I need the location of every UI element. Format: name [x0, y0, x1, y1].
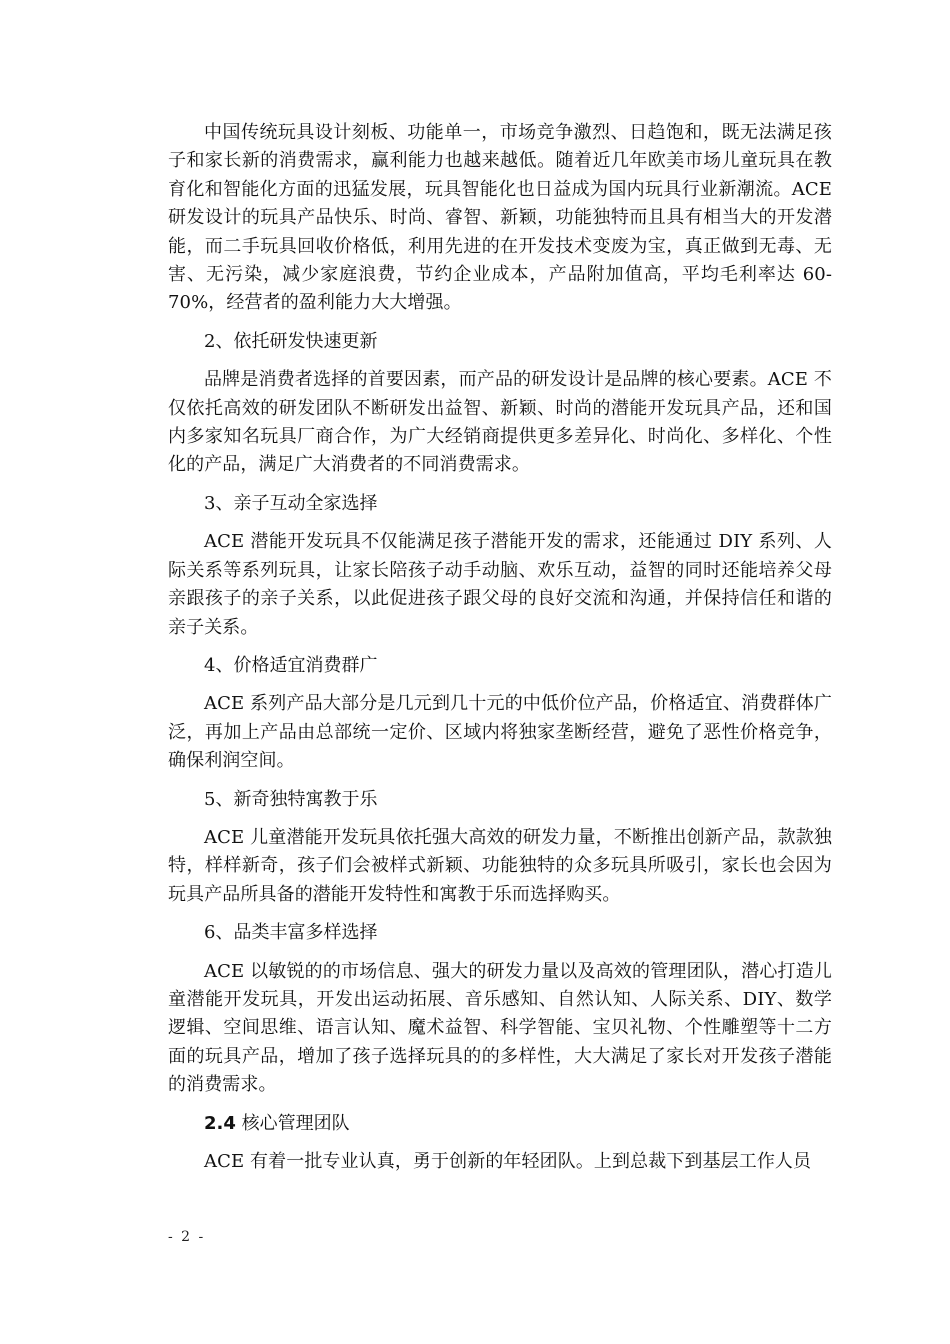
section-title: 核心管理团队 — [241, 1112, 350, 1134]
paragraph-item-6: ACE 以敏锐的的市场信息、强大的研发力量以及高效的管理团队，潜心打造儿童潜能开发玩具，开发出运动拓展、音乐感知、自然认知、人际关系、DIY、数学逻辑、空间思维、语言认知、魔术益智、科学智能、宝贝礼物、个性雕塑等十二方面的玩具产品，增加了孩子选择玩具的的多样性，大大满足了家长对开发孩子潜能的消费需求。 — [168, 960, 832, 1096]
paragraph-item-4: ACE 系列产品大部分是几元到几十元的中低价位产品，价格适宜、消费群体广泛，再加上产品由总部统一定价、区域内将独家垄断经营，避免了恶性价格竞争，确保利润空间。 — [168, 693, 832, 772]
heading-item-3: 3、亲子互动全家选择 — [204, 492, 378, 514]
heading-item-5: 5、新奇独特寓教于乐 — [204, 788, 378, 810]
section-heading-2-4 — [168, 1110, 832, 1138]
paragraph-item-3: ACE 潜能开发玩具不仅能满足孩子潜能开发的需求，还能通过 DIY 系列、人际关系等系列玩具，让家长陪孩子动手动脑、欢乐互动，益智的同时还能培养父母亲跟孩子的亲子关系，以此促进孩子跟父母的良好交流和沟通，并保持信任和谐的亲子关系。 — [168, 531, 832, 638]
document-body — [168, 119, 832, 1186]
section-number: 2.4 — [204, 1112, 236, 1134]
paragraph-team: ACE 有着一批专业认真，勇于创新的年轻团队。上到总裁下到基层工作人员 — [204, 1151, 812, 1172]
paragraph-intro: 中国传统玩具设计刻板、功能单一，市场竞争激烈、日趋饱和，既无法满足孩子和家长新的消费需求，赢利能力也越来越低。随着近几年欧美市场儿童玩具在教育化和智能化方面的迅猛发展，玩具智能化也日益成为国内玩具行业新潮流。ACE 研发设计的玩具产品快乐、时尚、睿智、新颖，功能独特而且具有相当大的开发潜能，而二手玩具回收价格低，利用先进的在开发技术变废为宝，真正做到无毒、无害、无污染，减少家庭浪费，节约企业成本，产品附加值高，平均毛利率达 60-70%，经营者的盈利能力大大增强。 — [168, 122, 832, 314]
heading-item-6: 6、品类丰富多样选择 — [204, 922, 378, 944]
paragraph-item-2: 品牌是消费者选择的首要因素，而产品的研发设计是品牌的核心要素。ACE 不仅依托高效的研发团队不断研发出益智、新颖、时尚的潜能开发玩具产品，还和国内多家知名玩具厂商合作，为广大经销商提供更多差异化、时尚化、多样化、个性化的产品，满足广大消费者的不同消费需求。 — [168, 369, 832, 476]
heading-item-4: 4、价格适宜消费群广 — [204, 654, 378, 676]
paragraph-item-5: ACE 儿童潜能开发玩具依托强大高效的研发力量，不断推出创新产品，款款独特，样样新奇，孩子们会被样式新颖、功能独特的众多玩具所吸引，家长也会因为玩具产品所具备的潜能开发特性和寓教于乐而选择购买。 — [168, 826, 832, 905]
page-number: - 2 - — [168, 1229, 206, 1245]
heading-item-2: 2、依托研发快速更新 — [204, 330, 378, 352]
